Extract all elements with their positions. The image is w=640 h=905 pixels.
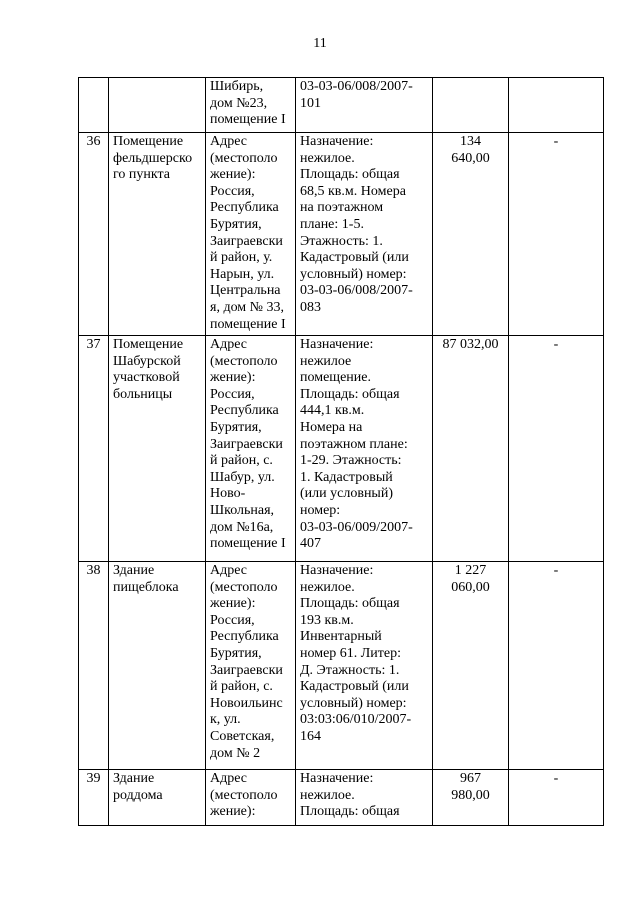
cell-line: условный) номер: (300, 266, 407, 282)
cell-line: Бурятия, (210, 419, 262, 435)
cell-line: Адрес (210, 337, 248, 352)
address-cell (206, 336, 296, 562)
cell-line: Адрес (210, 134, 248, 149)
cell-line: номер 61. Литер: (300, 645, 402, 661)
cell-line: Здание (113, 771, 155, 786)
cell-line: помещение I (210, 112, 286, 128)
cell-line: 1-29. Этажность: (300, 453, 402, 469)
table-row (79, 78, 604, 133)
cell-line: Номера на (300, 419, 363, 435)
cell-line: участковой (113, 370, 180, 386)
cell-line: Площадь: общая (300, 596, 400, 612)
cell-line: 444,1 кв.м. (300, 403, 365, 419)
cell-line: й район, с. (210, 453, 273, 469)
cell-line: пищеблока (113, 579, 179, 595)
address-cell (206, 770, 296, 826)
cell-line: 193 кв.м. (300, 612, 354, 628)
cell-line: Назначение: (300, 563, 374, 578)
cell-line: (местополо (210, 787, 278, 803)
table-row (79, 336, 604, 562)
cell-line: помещение I (210, 536, 286, 552)
cell-line: Кадастровый (или (300, 679, 409, 695)
cell-line: Россия, (210, 612, 255, 628)
page-number: 11 (313, 36, 327, 51)
cell-line: Советская, (210, 728, 275, 744)
cell-line: роддома (113, 787, 163, 803)
price-cell (433, 133, 509, 336)
cell-line: 03-03-06/009/2007- (300, 519, 413, 535)
cell-line: Шабур, ул. (210, 469, 275, 485)
cell-line: Центральна (210, 283, 281, 299)
cell-line: й район, у. (210, 250, 273, 266)
cell-text: 37 (86, 337, 101, 352)
cell-line: 980,00 (451, 787, 490, 803)
cell-line: Заиграевски (210, 436, 283, 452)
cell-line: Бурятия, (210, 216, 262, 232)
cell-line: 083 (300, 299, 321, 315)
object-name-cell (109, 78, 206, 133)
row-number-cell (79, 133, 109, 336)
cell-line: 134 (460, 134, 481, 149)
cell-line: дом № 2 (210, 745, 261, 761)
cell-line: Площадь: общая (300, 386, 400, 402)
cell-line: 060,00 (451, 579, 490, 595)
price-cell (433, 78, 509, 133)
cell-line: поэтажном плане: (300, 436, 408, 452)
cell-line: Заиграевски (210, 662, 283, 678)
cell-line: 967 (460, 771, 481, 786)
cell-line: Россия, (210, 183, 255, 199)
cell-text: - (553, 337, 559, 352)
cell-line: Этажность: 1. (300, 233, 383, 249)
description-cell (296, 78, 433, 133)
cell-line: я, дом № 33, (210, 299, 285, 315)
price-cell (433, 336, 509, 562)
table-row (79, 133, 604, 336)
cell-text: 36 (86, 134, 101, 149)
cell-text: 39 (86, 771, 101, 786)
cell-line: помещение I (210, 316, 286, 332)
cell-line: условный) номер: (300, 695, 407, 711)
cell-line: дом №16а, (210, 519, 274, 535)
cell-line: нежилое. (300, 579, 355, 595)
address-cell (206, 78, 296, 133)
cell-line: Площадь: общая (300, 804, 400, 820)
property-register-table (78, 77, 604, 826)
cell-line: жение): (210, 596, 256, 612)
cell-line: Россия, (210, 386, 255, 402)
cell-line: Адрес (210, 771, 248, 786)
cell-line: к, ул. (210, 712, 241, 728)
description-cell (296, 770, 433, 826)
object-name-cell (109, 336, 206, 562)
cell-line: Шабурской (113, 353, 181, 369)
cell-text: - (553, 134, 559, 149)
cell-line: нежилое. (300, 150, 355, 166)
description-cell (296, 336, 433, 562)
cell-line: жение): (210, 370, 256, 386)
cell-line: 03-03-06/008/2007- (300, 79, 413, 94)
cell-text: 38 (86, 563, 101, 578)
cell-line: 03-03-06/008/2007- (300, 283, 413, 299)
cell-line: Кадастровый (или (300, 250, 409, 266)
table-row (79, 770, 604, 826)
description-cell (296, 133, 433, 336)
cell-line: Новоильинс (210, 695, 283, 711)
cell-line: нежилое (300, 353, 352, 369)
cell-line: 101 (300, 95, 321, 111)
cell-line: Бурятия, (210, 645, 262, 661)
cell-line: жение): (210, 167, 256, 183)
cell-line: Д. Этажность: 1. (300, 662, 400, 678)
cell-line: 1 227 (454, 563, 487, 578)
cell-line: Помещение (113, 337, 184, 352)
cell-line: (местополо (210, 353, 278, 369)
cell-line: фельдшерско (113, 150, 193, 166)
cell-line: (местополо (210, 579, 278, 595)
cell-line: нежилое. (300, 787, 355, 803)
object-name-cell (109, 562, 206, 770)
price-cell (433, 770, 509, 826)
cell-line: (или условный) (300, 486, 393, 502)
cell-line: Шибирь, (210, 79, 264, 94)
address-cell (206, 562, 296, 770)
cell-line: Назначение: (300, 134, 374, 149)
cell-line: плане: 1-5. (300, 216, 364, 232)
cell-line: дом №23, (210, 95, 268, 111)
cell-line: 1. Кадастровый (300, 469, 393, 485)
cell-line: Здание (113, 563, 155, 578)
row-number-cell (79, 562, 109, 770)
cell-line: жение): (210, 804, 256, 820)
cell-line: 164 (300, 728, 321, 744)
extra-cell (509, 78, 604, 133)
cell-text: - (553, 771, 559, 786)
cell-line: помещение. (300, 370, 371, 386)
row-number-cell (79, 336, 109, 562)
row-number-cell (79, 770, 109, 826)
extra-cell (509, 770, 604, 826)
cell-line: Назначение: (300, 771, 374, 786)
cell-line: 640,00 (451, 150, 490, 166)
table-row (79, 562, 604, 770)
cell-line: 87 032,00 (442, 337, 499, 352)
extra-cell (509, 336, 604, 562)
cell-line: Инвентарный (300, 629, 382, 645)
cell-line: Ново- (210, 486, 246, 502)
price-cell (433, 562, 509, 770)
cell-line: больницы (113, 386, 173, 402)
cell-line: 03:03:06/010/2007- (300, 712, 412, 728)
cell-line: номер: (300, 502, 341, 518)
cell-line: Заиграевски (210, 233, 283, 249)
cell-line: (местополо (210, 150, 278, 166)
extra-cell (509, 133, 604, 336)
cell-line: Нарын, ул. (210, 266, 275, 282)
address-cell (206, 133, 296, 336)
cell-line: 68,5 кв.м. Номера (300, 183, 406, 199)
cell-line: Республика (210, 403, 279, 419)
cell-line: на поэтажном (300, 200, 384, 216)
cell-line: Назначение: (300, 337, 374, 352)
cell-line: Площадь: общая (300, 167, 400, 183)
cell-line: й район, с. (210, 679, 273, 695)
cell-line: Школьная, (210, 502, 275, 518)
description-cell (296, 562, 433, 770)
cell-line: Республика (210, 200, 279, 216)
object-name-cell (109, 770, 206, 826)
cell-line: Республика (210, 629, 279, 645)
cell-line: го пункта (113, 167, 170, 183)
table-body (79, 78, 604, 826)
row-number-cell (79, 78, 109, 133)
cell-line: Помещение (113, 134, 184, 149)
object-name-cell (109, 133, 206, 336)
cell-line: 407 (300, 536, 321, 552)
cell-line: Адрес (210, 563, 248, 578)
extra-cell (509, 562, 604, 770)
cell-text: - (553, 563, 559, 578)
